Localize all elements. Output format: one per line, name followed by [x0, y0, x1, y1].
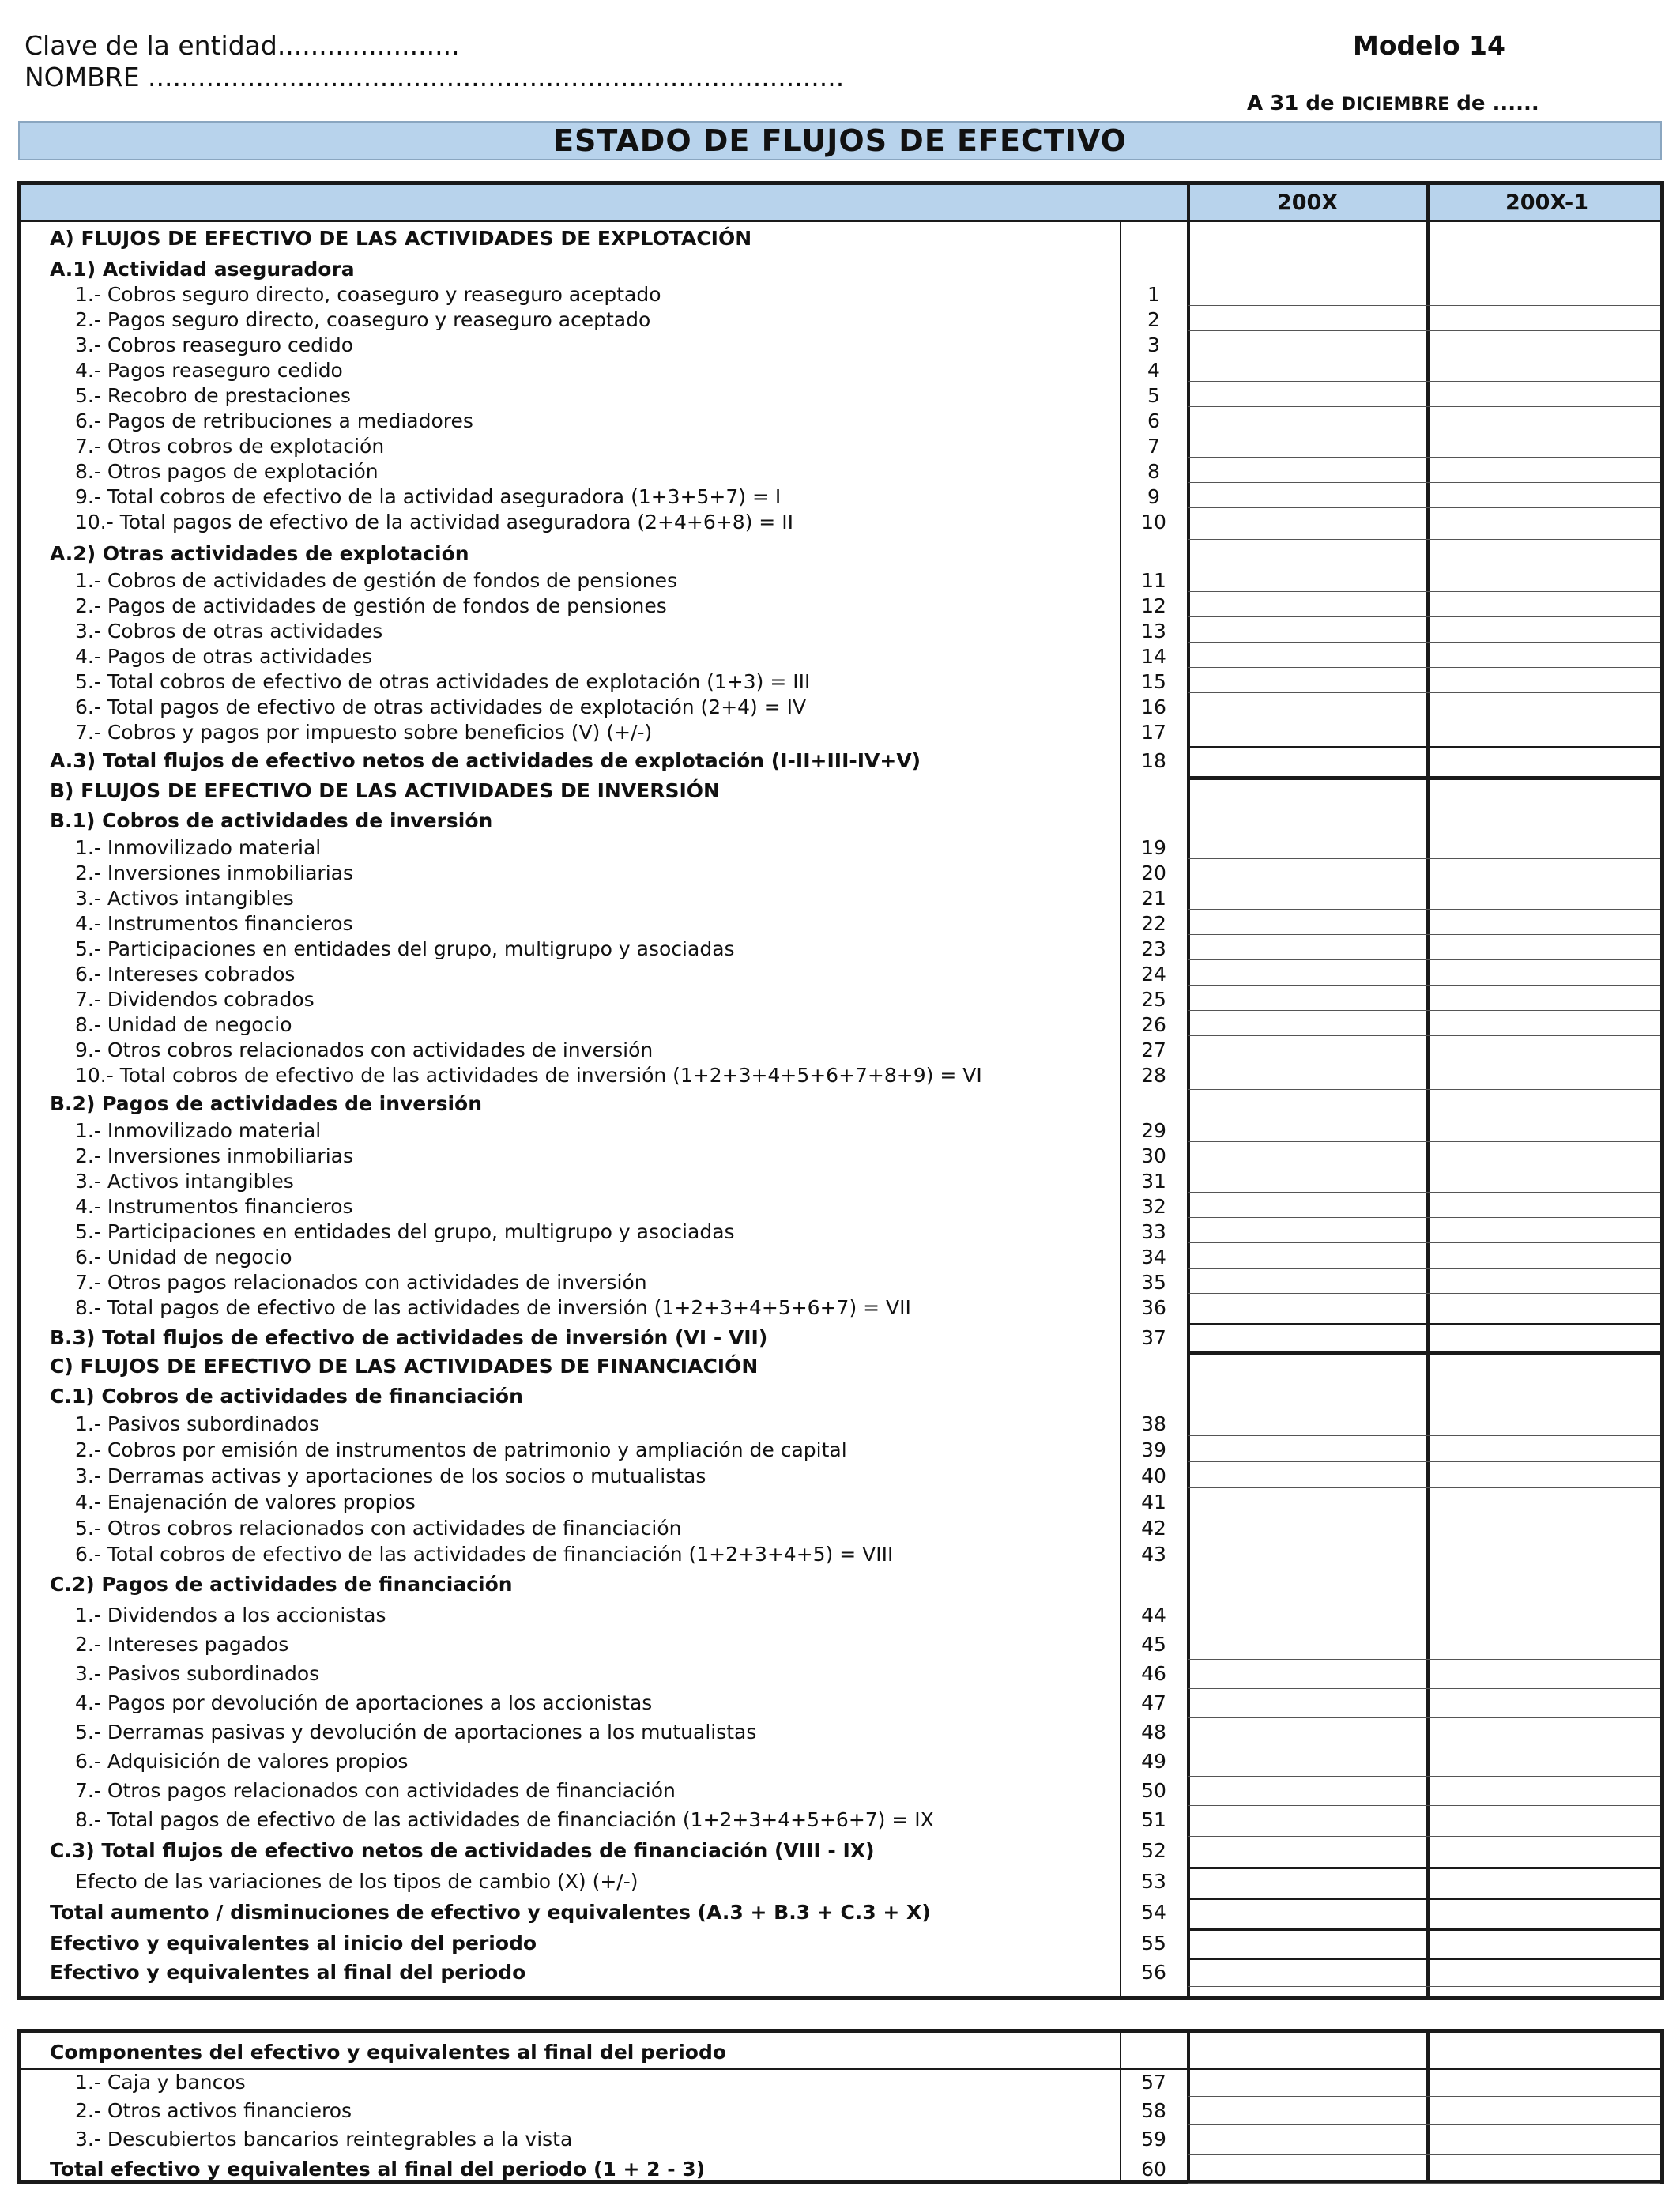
- value-cell-border: [1188, 305, 1660, 306]
- row-code: 50: [1141, 1779, 1166, 1802]
- components-header-separator: [21, 2068, 1660, 2070]
- row-label: 2.- Cobros por emisión de instrumentos de patrimonio y ampliación de capital: [75, 1438, 847, 1461]
- date-suffix: de ......: [1456, 92, 1539, 115]
- value-cell-border: [1188, 909, 1660, 910]
- row-label: 10.- Total pagos de efectivo de la actividad aseguradora (2+4+6+8) = II: [75, 511, 793, 533]
- row-code: 1: [1147, 283, 1160, 306]
- row-code: 19: [1141, 836, 1166, 859]
- value-cell-border: [1188, 2154, 1660, 2155]
- value-cell-border: [1188, 1659, 1660, 1660]
- row-label: 6.- Adquisición de valores propios: [75, 1750, 409, 1773]
- row-code: 49: [1141, 1750, 1166, 1773]
- row-label: 2.- Pagos seguro directo, coaseguro y reaseguro aceptado: [75, 308, 651, 331]
- value-cell-border: [1188, 1323, 1660, 1325]
- row-label: 6.- Intereses cobrados: [75, 963, 296, 986]
- row-code: 41: [1141, 1491, 1166, 1514]
- row-label: 1.- Caja y bancos: [75, 2071, 246, 2094]
- row-code: 27: [1141, 1039, 1166, 1061]
- value-cell-border: [1188, 692, 1660, 693]
- date-prefix: A 31 de: [1247, 92, 1335, 115]
- row-code: 54: [1141, 1901, 1166, 1924]
- page-title-bar: [18, 121, 1662, 160]
- row-code: 44: [1141, 1604, 1166, 1627]
- row-code: 11: [1141, 569, 1166, 592]
- value-cell-border: [1188, 1010, 1660, 1011]
- row-code: 5: [1147, 384, 1160, 407]
- code-column-divider: [1120, 220, 1121, 1996]
- section-separator: [1188, 1353, 1660, 1355]
- row-code: 36: [1141, 1296, 1166, 1319]
- column-header-row: [21, 185, 1660, 222]
- cash-components-table: [17, 2029, 1664, 2184]
- row-code: 14: [1141, 645, 1166, 668]
- row-code: 35: [1141, 1271, 1166, 1294]
- value-cell-border: [1188, 1089, 1660, 1090]
- row-code: 37: [1141, 1326, 1166, 1349]
- value-cell-border: [1188, 1242, 1660, 1243]
- row-code: 8: [1147, 460, 1160, 483]
- row-label: 1.- Pasivos subordinados: [75, 1412, 320, 1435]
- row-label: C.3) Total flujos de efectivo netos de actividades de financiación (VIII - IX): [50, 1839, 875, 1862]
- row-label: 4.- Pagos de otras actividades: [75, 645, 373, 668]
- value-cell-border: [1188, 2096, 1660, 2097]
- row-code: 42: [1141, 1517, 1166, 1540]
- section-title: C.1) Cobros de actividades de financiación: [50, 1385, 523, 1408]
- row-label: 3.- Derramas activas y aportaciones de los socios o mutualistas: [75, 1465, 706, 1487]
- row-code: 28: [1141, 1064, 1166, 1087]
- row-label: 4.- Pagos por devolución de aportaciones a los accionistas: [75, 1691, 653, 1714]
- value-cell-border: [1188, 2183, 1660, 2184]
- row-code: 24: [1141, 963, 1166, 986]
- value-cell-border: [1188, 746, 1660, 748]
- cash-flow-table: [17, 181, 1664, 2000]
- value-cell-border: [1188, 616, 1660, 617]
- row-label: 6.- Unidad de negocio: [75, 1246, 292, 1269]
- row-code: 31: [1141, 1170, 1166, 1193]
- row-label: 7.- Otros cobros de explotación: [75, 435, 385, 458]
- row-code: 16: [1141, 696, 1166, 718]
- row-code: 20: [1141, 861, 1166, 884]
- report-date: [1247, 92, 1539, 115]
- section-separator: [1188, 778, 1660, 780]
- row-code: 6: [1147, 409, 1160, 432]
- row-code: 9: [1147, 485, 1160, 508]
- value-cell-border: [1188, 1836, 1660, 1837]
- row-label: 3.- Cobros de otras actividades: [75, 620, 383, 643]
- year-column-divider: [1426, 2033, 1430, 2180]
- row-label: 3.- Activos intangibles: [75, 887, 294, 910]
- value-cell-border: [1188, 1035, 1660, 1036]
- row-code: 25: [1141, 988, 1166, 1011]
- row-code: 40: [1141, 1465, 1166, 1487]
- value-cell-border: [1188, 1268, 1660, 1269]
- row-code: 43: [1141, 1543, 1166, 1566]
- row-code: 30: [1141, 1144, 1166, 1167]
- row-code: 59: [1141, 2128, 1166, 2151]
- value-cell-border: [1188, 667, 1660, 668]
- row-label: 7.- Dividendos cobrados: [75, 988, 315, 1011]
- value-cell-border: [1188, 1867, 1660, 1869]
- row-label: 8.- Otros pagos de explotación: [75, 460, 379, 483]
- row-label: B.3) Total flujos de efectivo de actividades de inversión (VI - VII): [50, 1326, 768, 1349]
- row-code: 32: [1141, 1195, 1166, 1218]
- value-cell-border: [1188, 1217, 1660, 1218]
- row-code: 7: [1147, 435, 1160, 458]
- row-code: 15: [1141, 670, 1166, 693]
- row-label: 9.- Otros cobros relacionados con actividades de inversión: [75, 1039, 654, 1061]
- value-cell-border: [1188, 1928, 1660, 1931]
- row-label: 2.- Otros activos financieros: [75, 2099, 352, 2122]
- row-code: 33: [1141, 1220, 1166, 1243]
- row-label: 7.- Cobros y pagos por impuesto sobre beneficios (V) (+/-): [75, 721, 653, 744]
- row-label: 5.- Recobro de prestaciones: [75, 384, 351, 407]
- row-code: 23: [1141, 937, 1166, 960]
- row-label: 1.- Dividendos a los accionistas: [75, 1604, 386, 1627]
- row-code: 4: [1147, 359, 1160, 382]
- row-code: 52: [1141, 1839, 1166, 1862]
- section-title: B.1) Cobros de actividades de inversión: [50, 809, 493, 832]
- row-code: 48: [1141, 1721, 1166, 1744]
- row-label: 8.- Unidad de negocio: [75, 1013, 292, 1036]
- row-code: 13: [1141, 620, 1166, 643]
- value-cell-border: [1188, 1192, 1660, 1193]
- row-code: 53: [1141, 1870, 1166, 1893]
- row-label: 2.- Inversiones inmobiliarias: [75, 1144, 353, 1167]
- row-label: 6.- Total cobros de efectivo de las actividades de financiación (1+2+3+4+5) = VIII: [75, 1543, 894, 1566]
- row-label: 2.- Inversiones inmobiliarias: [75, 861, 353, 884]
- value-cell-border: [1188, 2124, 1660, 2125]
- row-label: 4.- Enajenación de valores propios: [75, 1491, 416, 1514]
- row-label: 8.- Total pagos de efectivo de las actividades de financiación (1+2+3+4+5+6+7) = IX: [75, 1808, 934, 1831]
- row-code: 58: [1141, 2099, 1166, 2122]
- row-label: 4.- Instrumentos financieros: [75, 912, 353, 935]
- section-title: A.1) Actividad aseguradora: [50, 258, 355, 281]
- row-label: 1.- Cobros seguro directo, coaseguro y reaseguro aceptado: [75, 283, 661, 306]
- date-month: DICIEMBRE: [1341, 95, 1450, 115]
- row-code: 57: [1141, 2071, 1166, 2094]
- value-cell-border: [1188, 1958, 1660, 1960]
- value-cell-border: [1188, 858, 1660, 859]
- row-label: 2.- Pagos de actividades de gestión de fondos de pensiones: [75, 594, 667, 617]
- section-title: B.2) Pagos de actividades de inversión: [50, 1092, 483, 1115]
- row-label: 1.- Inmovilizado material: [75, 836, 322, 859]
- entity-code-label: Clave de la entidad......................: [24, 30, 460, 61]
- row-label: 5.- Participaciones en entidades del grupo, multigrupo y asociadas: [75, 937, 735, 960]
- value-cell-border: [1188, 1435, 1660, 1436]
- value-cell-border: [1188, 934, 1660, 935]
- row-label: 1.- Cobros de actividades de gestión de fondos de pensiones: [75, 569, 677, 592]
- row-code: 45: [1141, 1633, 1166, 1656]
- section-title: A.2) Otras actividades de explotación: [50, 542, 469, 565]
- value-cell-border: [1188, 1293, 1660, 1294]
- value-cell-border: [1188, 507, 1660, 508]
- row-label: 6.- Total pagos de efectivo de otras actividades de explotación (2+4) = IV: [75, 696, 807, 718]
- value-cell-border: [1188, 1717, 1660, 1718]
- column-previous-year: 200X-1: [1505, 190, 1588, 215]
- row-label: 7.- Otros pagos relacionados con actividades de inversión: [75, 1271, 647, 1294]
- value-cell-border: [1188, 457, 1660, 458]
- page-title: ESTADO DE FLUJOS DE EFECTIVO: [553, 123, 1127, 158]
- value-cell-border: [1188, 1805, 1660, 1806]
- row-code: 17: [1141, 721, 1166, 744]
- value-cell-border: [1188, 482, 1660, 483]
- row-code: 21: [1141, 887, 1166, 910]
- value-cell-border: [1188, 406, 1660, 407]
- entity-name-label: NOMBRE ....................................................................................: [24, 62, 845, 92]
- row-label: 2.- Intereses pagados: [75, 1633, 289, 1656]
- value-cell-border: [1188, 1688, 1660, 1689]
- row-label: 3.- Descubiertos bancarios reintegrables a la vista: [75, 2128, 573, 2151]
- row-label: Efectivo y equivalentes al inicio del periodo: [50, 1932, 537, 1955]
- row-code: 10: [1141, 511, 1166, 533]
- row-label: Efectivo y equivalentes al final del periodo: [50, 1961, 526, 1984]
- row-label: A.3) Total flujos de efectivo netos de actividades de explotación (I-II+III-IV+V): [50, 749, 921, 772]
- section-title: B) FLUJOS DE EFECTIVO DE LAS ACTIVIDADES DE INVERSIÓN: [50, 779, 720, 802]
- value-cell-border: [1188, 959, 1660, 960]
- value-cell-border: [1188, 381, 1660, 382]
- section-title: C.2) Pagos de actividades de financiación: [50, 1573, 513, 1596]
- value-cell-border: [1188, 642, 1660, 643]
- row-label: 3.- Cobros reaseguro cedido: [75, 334, 354, 356]
- row-label: 6.- Pagos de retribuciones a mediadores: [75, 409, 473, 432]
- row-code: 34: [1141, 1246, 1166, 1269]
- value-cell-border: [1188, 1776, 1660, 1777]
- row-code: 12: [1141, 594, 1166, 617]
- code-column-divider: [1120, 2033, 1121, 2180]
- row-code: 55: [1141, 1932, 1166, 1955]
- value-cell-border: [1188, 330, 1660, 331]
- row-code: 26: [1141, 1013, 1166, 1036]
- value-cell-border: [1188, 1461, 1660, 1462]
- row-label: 1.- Inmovilizado material: [75, 1119, 322, 1142]
- row-label: 5.- Participaciones en entidades del grupo, multigrupo y asociadas: [75, 1220, 735, 1243]
- row-code: 3: [1147, 334, 1160, 356]
- row-code: 47: [1141, 1691, 1166, 1714]
- row-label: 5.- Otros cobros relacionados con actividades de financiación: [75, 1517, 682, 1540]
- row-label: 5.- Total cobros de efectivo de otras actividades de explotación (1+3) = III: [75, 670, 811, 693]
- row-label: 5.- Derramas pasivas y devolución de aportaciones a los mutualistas: [75, 1721, 757, 1744]
- row-label: Total efectivo y equivalentes al final del periodo (1 + 2 - 3): [50, 2158, 706, 2181]
- row-code: 56: [1141, 1961, 1166, 1984]
- value-cell-border: [1188, 1898, 1660, 1900]
- value-cell-border: [1188, 1487, 1660, 1488]
- section-title: C) FLUJOS DE EFECTIVO DE LAS ACTIVIDADES DE FINANCIACIÓN: [50, 1355, 759, 1378]
- value-cell-border: [1188, 1986, 1660, 1987]
- row-label: 10.- Total cobros de efectivo de las actividades de inversión (1+2+3+4+5+6+7+8+9) = VI: [75, 1064, 982, 1087]
- row-label: 4.- Pagos reaseguro cedido: [75, 359, 343, 382]
- row-label: Efecto de las variaciones de los tipos de cambio (X) (+/-): [75, 1870, 638, 1893]
- row-label: 8.- Total pagos de efectivo de las actividades de inversión (1+2+3+4+5+6+7) = VII: [75, 1296, 911, 1319]
- value-column-divider: [1187, 2033, 1190, 2180]
- model-number: Modelo 14: [1353, 30, 1505, 61]
- row-code: 60: [1141, 2158, 1166, 2181]
- value-cell-border: [1188, 985, 1660, 986]
- row-label: 9.- Total cobros de efectivo de la actividad aseguradora (1+3+5+7) = I: [75, 485, 782, 508]
- section-title: A) FLUJOS DE EFECTIVO DE LAS ACTIVIDADES DE EXPLOTACIÓN: [50, 227, 752, 250]
- section-title: Componentes del efectivo y equivalentes al final del periodo: [50, 2041, 727, 2064]
- row-label: 3.- Activos intangibles: [75, 1170, 294, 1193]
- row-code: 38: [1141, 1412, 1166, 1435]
- value-cell-border: [1188, 539, 1660, 540]
- row-label: 4.- Instrumentos financieros: [75, 1195, 353, 1218]
- row-label: 7.- Otros pagos relacionados con actividades de financiación: [75, 1779, 676, 1802]
- row-code: 18: [1141, 749, 1166, 772]
- row-label: Total aumento / disminuciones de efectivo y equivalentes (A.3 + B.3 + C.3 + X): [50, 1901, 931, 1924]
- row-code: 2: [1147, 308, 1160, 331]
- row-code: 39: [1141, 1438, 1166, 1461]
- row-label: 3.- Pasivos subordinados: [75, 1662, 320, 1685]
- row-code: 22: [1141, 912, 1166, 935]
- row-code: 29: [1141, 1119, 1166, 1142]
- value-cell-border: [1188, 1141, 1660, 1142]
- value-cell-border: [1188, 591, 1660, 592]
- column-current-year: 200X: [1276, 190, 1339, 215]
- row-code: 46: [1141, 1662, 1166, 1685]
- row-code: 51: [1141, 1808, 1166, 1831]
